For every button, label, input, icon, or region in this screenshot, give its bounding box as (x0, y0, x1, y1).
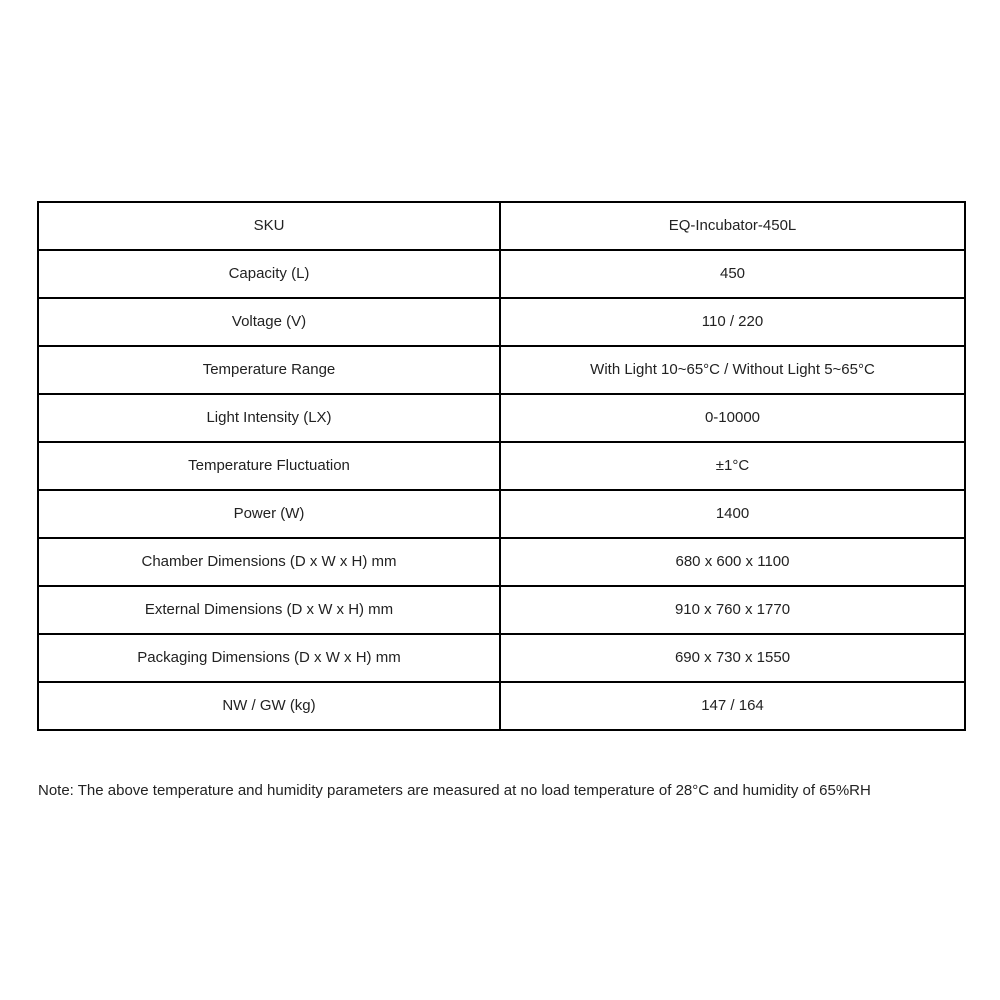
spec-label-weight: NW / GW (kg) (38, 682, 500, 730)
spec-value-capacity: 450 (500, 250, 965, 298)
spec-label-packaging-dimensions: Packaging Dimensions (D x W x H) mm (38, 634, 500, 682)
spec-value-packaging-dimensions: 690 x 730 x 1550 (500, 634, 965, 682)
table-row (38, 202, 965, 250)
note-text: Note: The above temperature and humidity parameters are measured at no load temperature of 28°C and humidity of 65%RH (38, 782, 871, 799)
spec-value-voltage: 110 / 220 (500, 298, 965, 346)
spec-label-temperature-fluctuation: Temperature Fluctuation (38, 442, 500, 490)
spec-value-light-intensity: 0-10000 (500, 394, 965, 442)
spec-value-temperature-range: With Light 10~65°C / Without Light 5~65°C (500, 346, 965, 394)
spec-value-external-dimensions: 910 x 760 x 1770 (500, 586, 965, 634)
spec-label-chamber-dimensions: Chamber Dimensions (D x W x H) mm (38, 538, 500, 586)
spec-value-power: 1400 (500, 490, 965, 538)
table-row (38, 634, 965, 682)
table-row (38, 682, 965, 730)
spec-label-temperature-range: Temperature Range (38, 346, 500, 394)
spec-value-weight: 147 / 164 (500, 682, 965, 730)
spec-value-chamber-dimensions: 680 x 600 x 1100 (500, 538, 965, 586)
table-row (38, 490, 965, 538)
spec-label-light-intensity: Light Intensity (LX) (38, 394, 500, 442)
table-row (38, 538, 965, 586)
table-row (38, 298, 965, 346)
table-row (38, 442, 965, 490)
table-row (38, 346, 965, 394)
spec-label-sku: SKU (38, 202, 500, 250)
spec-label-power: Power (W) (38, 490, 500, 538)
spec-label-external-dimensions: External Dimensions (D x W x H) mm (38, 586, 500, 634)
table-row (38, 586, 965, 634)
spec-value-sku: EQ-Incubator-450L (500, 202, 965, 250)
spec-table-body (38, 202, 965, 730)
spec-label-voltage: Voltage (V) (38, 298, 500, 346)
table-row (38, 394, 965, 442)
spec-table (37, 201, 966, 731)
table-row (38, 250, 965, 298)
spec-label-capacity: Capacity (L) (38, 250, 500, 298)
spec-value-temperature-fluctuation: ±1°C (500, 442, 965, 490)
